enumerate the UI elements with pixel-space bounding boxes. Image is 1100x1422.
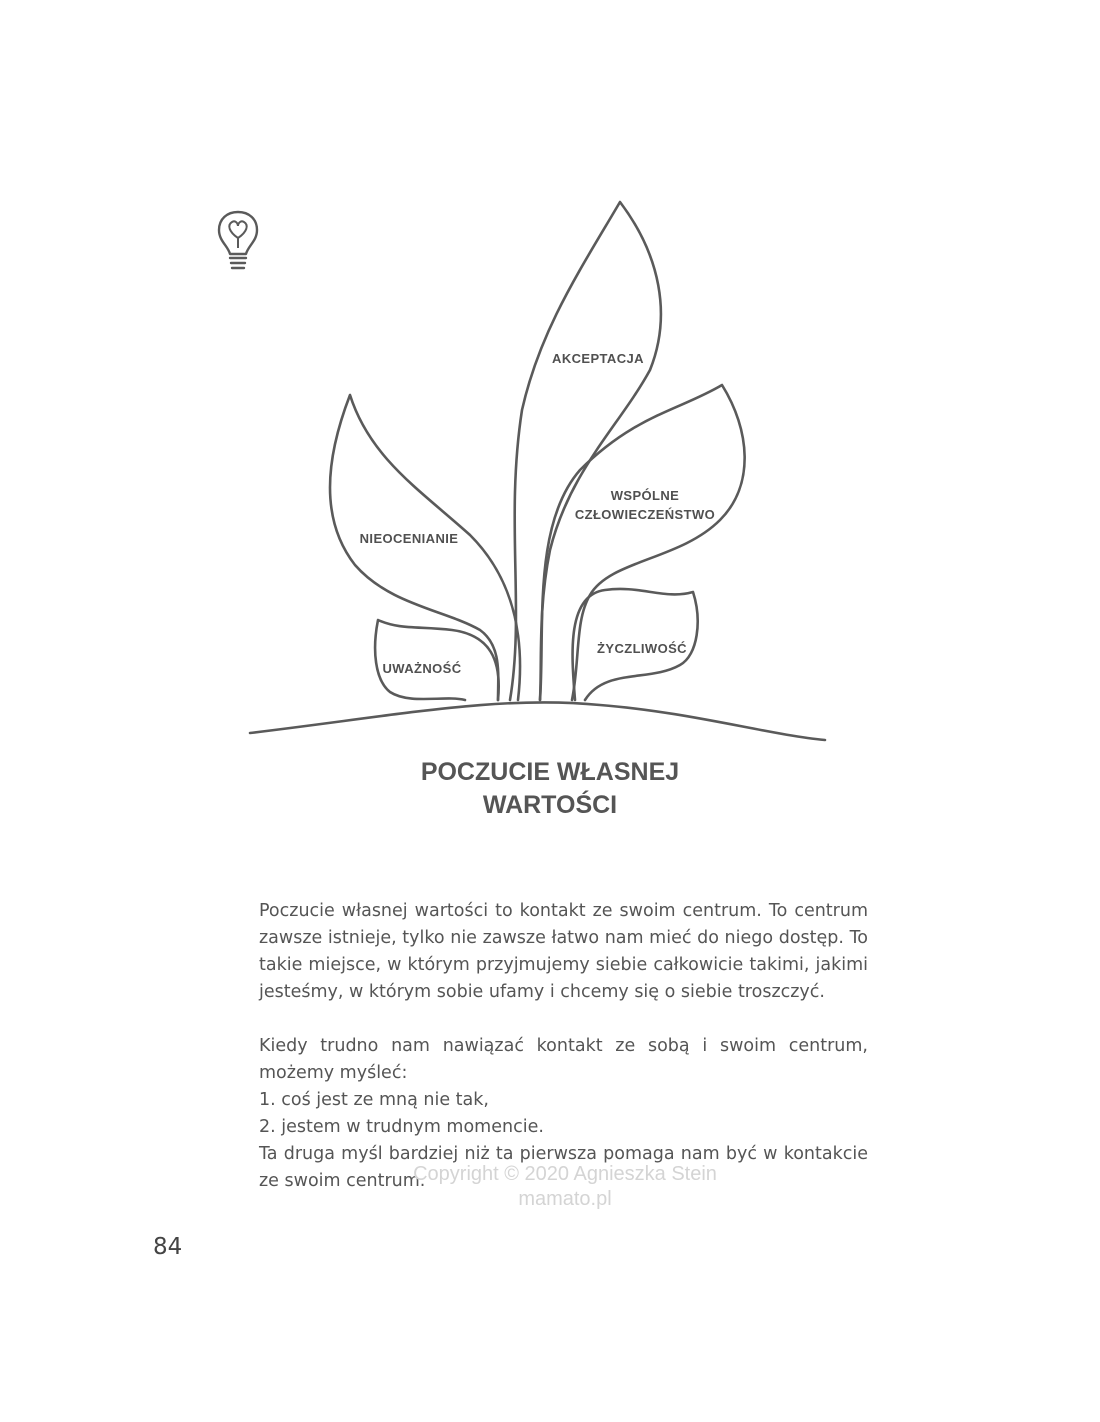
label-zyczliwosc: ŻYCZLIWOŚĆ bbox=[597, 641, 687, 656]
watermark-line2: mamato.pl bbox=[518, 1188, 612, 1210]
section-title-line2: WARTOŚCI bbox=[482, 791, 618, 819]
page-number: 84 bbox=[153, 1234, 183, 1260]
leaf-akceptacja bbox=[510, 202, 661, 700]
paragraph: Kiedy trudno nam nawiązać kontakt ze sobą i swoim centrum, możemy myśleć: bbox=[259, 1036, 868, 1083]
label-wspolne-line1: WSPÓLNE bbox=[610, 488, 680, 503]
paragraph: Poczucie własnej wartości to kontakt ze swoim centrum. To centrum zawsze istnieje, tylko nie zawsze łatwo nam mieć do niego dostęp. To takie miejsce, w którym przyjmujemy siebie całkowicie takimi, jakimi jesteśmy, w którym sobie ufamy i chcemy się o siebie troszczyć. bbox=[259, 901, 868, 1002]
leaf-uwaznosc bbox=[375, 620, 499, 700]
label-uwaznosc: UWAŻNOŚĆ bbox=[382, 661, 462, 676]
body-text bbox=[259, 898, 868, 1195]
ground-line bbox=[250, 702, 825, 740]
watermark-line1: Copyright © 2020 Agnieszka Stein bbox=[413, 1163, 717, 1185]
label-wspolne-line2: CZŁOWIECZEŃSTWO bbox=[574, 507, 716, 522]
list-item: 2. jestem w trudnym momencie. bbox=[259, 1117, 544, 1137]
label-akceptacja: AKCEPTACJA bbox=[552, 351, 644, 366]
section-title bbox=[300, 756, 800, 822]
list-item: 1. coś jest ze mną nie tak, bbox=[259, 1090, 489, 1110]
plant-diagram bbox=[240, 190, 840, 750]
paragraph: Ta druga myśl bardziej niż ta pierwsza pomaga nam być w kontakcie ze swoim centrum. bbox=[259, 1144, 868, 1191]
section-title-line1: POCZUCIE WŁASNEJ bbox=[420, 758, 680, 786]
copyright-watermark bbox=[380, 1162, 750, 1212]
label-nieocenianie: NIEOCENIANIE bbox=[359, 531, 459, 546]
paragraph-gap bbox=[259, 1006, 868, 1033]
